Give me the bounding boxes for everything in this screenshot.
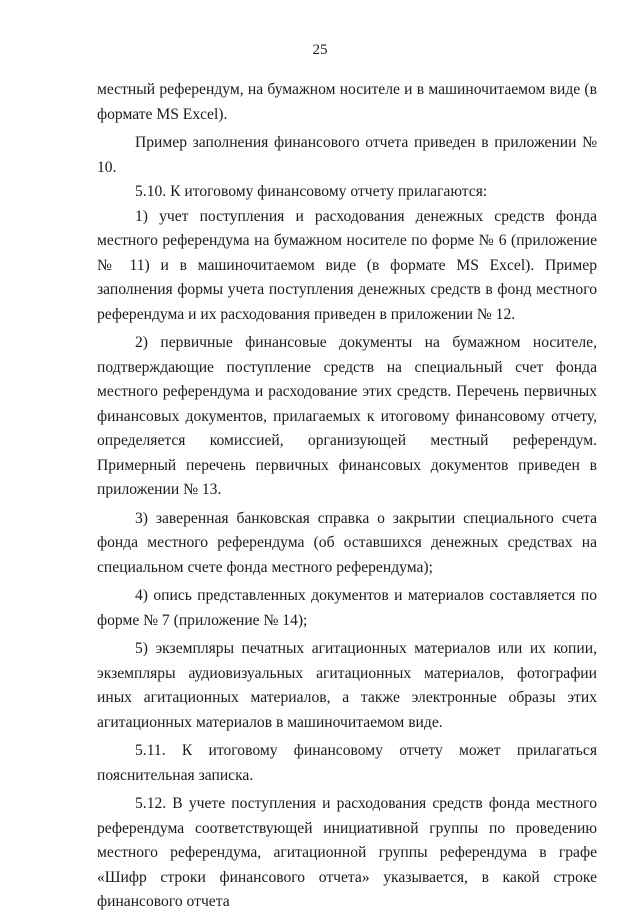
paragraph-5-12: 5.12. В учете поступления и расходования средств фонда местного референдума соответствующей инициативной группы по проведению местного референдума, агитационной группы референдума в графе «Шифр строки финансового отчета» указывается, в какой строке финансового отчета [97, 795, 597, 910]
page-number: 25 [312, 42, 328, 58]
document-body [97, 78, 597, 915]
paragraph-5-10: 5.10. К итоговому финансовому отчету прилагаются: [135, 183, 488, 200]
paragraph-example-fin-report: Пример заполнения финансового отчета приведен в приложении № 10. [97, 134, 597, 176]
paragraph-item-4: 4) опись представленных документов и материалов составляется по форме № 7 (приложение № 14); [97, 587, 597, 629]
paragraph-item-1: 1) учет поступления и расходования денежных средств фонда местного референдума на бумажном носителе по форме № 6 (приложение № 11) и в машиночитаемом виде (в формате MS Excel). Пример заполнения формы учета поступления денежных средств в фонд местного референдума и их расходования приведен в приложении № 12. [97, 207, 597, 323]
paragraph-item-3: 3) заверенная банковская справка о закрытии специального счета фонда местного референдума (об оставшихся денежных средствах на специальном счете фонда местного референдума); [97, 509, 597, 576]
paragraph-item-2: 2) первичные финансовые документы на бумажном носителе, подтверждающие поступление средств на специальный счет фонда местного референдума и расходование этих средств. Перечень первичных финансовых документов, прилагаемых к итоговому финансовому отчету, определяется комиссией, организующей местный референдум. Примерный перечень первичных финансовых документов приведен в приложении № 13. [97, 334, 597, 498]
paragraph-5-11: 5.11. К итоговому финансовому отчету может прилагаться пояснительная записка. [97, 742, 597, 784]
paragraph-continuation: местный референдум, на бумажном носителе и в машиночитаемом виде (в формате MS Excel). [97, 81, 597, 123]
paragraph-item-5: 5) экземпляры печатных агитационных материалов или их копии, экземпляры аудиовизуальных агитационных материалов, фотографии иных агитационных материалов, а также электронные образы этих агитационных материалов в машиночитаемом виде. [97, 640, 597, 731]
